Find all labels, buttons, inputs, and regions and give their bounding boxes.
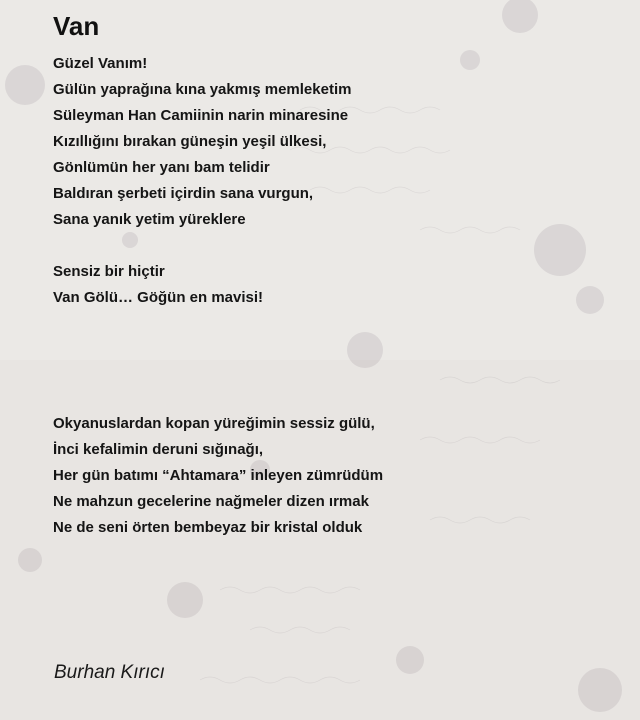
poem-line: Gönlümün her yanı bam telidir (53, 159, 270, 176)
poem-stanza-1 (53, 51, 351, 233)
poem-line: Ne de seni örten bembeyaz bir kristal olduk (53, 519, 363, 536)
poem-line: Kızıllığını bırakan güneşin yeşil ülkesi, (53, 133, 327, 150)
poem-line: Her gün batımı “Ahtamara” inleyen zümrüdüm (53, 467, 384, 484)
poem-line: Sensiz bir hiçtir (53, 263, 165, 280)
poem-line: Van Gölü… Göğün en mavisi! (53, 289, 264, 306)
poem-stanza-3 (53, 411, 383, 541)
poem-stanza-2 (53, 259, 263, 311)
poem-line: Süleyman Han Camiinin narin minaresine (53, 107, 349, 124)
poem-line: Ne mahzun gecelerine nağmeler dizen ırmak (53, 493, 369, 510)
poem-line: Gülün yaprağına kına yakmış memleketim (53, 81, 352, 98)
poem-line: Okyanuslardan kopan yüreğimin sessiz gülü, (53, 415, 375, 432)
poem-line: Güzel Vanım! (53, 55, 148, 72)
poem-author: Burhan Kırıcı (54, 662, 165, 683)
poem-line: Sana yanık yetim yüreklere (53, 211, 246, 228)
poem-line: Baldıran şerbeti içirdin sana vurgun, (53, 185, 314, 202)
poem-line: İnci kefalimin deruni sığınağı, (53, 441, 264, 458)
poem-title: Van (53, 11, 100, 41)
